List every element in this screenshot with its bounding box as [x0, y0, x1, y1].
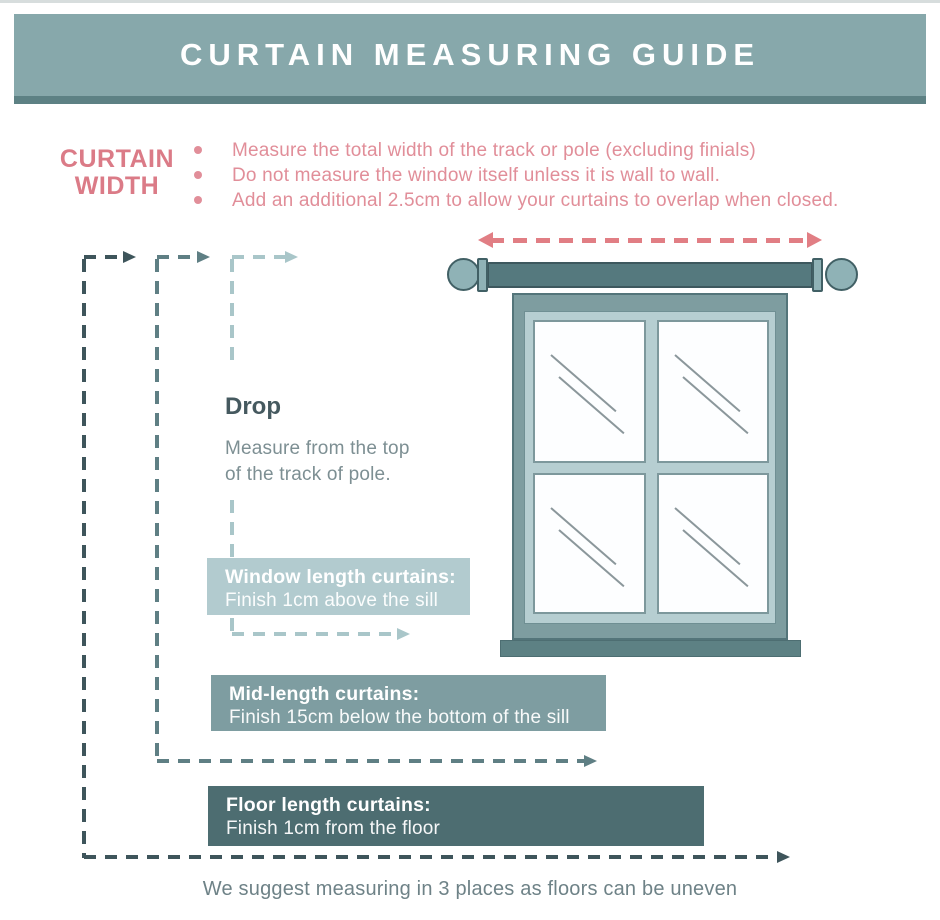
width-measure-arrow-icon [478, 232, 822, 249]
dashed-line [232, 632, 399, 636]
arrow-head-icon [123, 251, 136, 263]
glass-shine-line [550, 354, 616, 412]
dashed-line [84, 255, 125, 259]
glass-shine-line [682, 376, 748, 434]
curtain-width-label-line2: WIDTH [74, 172, 160, 200]
window-pane [533, 473, 646, 614]
window-sill [500, 640, 801, 657]
dashed-line [232, 255, 287, 259]
curtain-width-label-line1: CURTAIN [59, 145, 175, 173]
bullet-dot-icon [194, 171, 202, 179]
glass-shine-line [558, 376, 624, 434]
drop-line-window-length-upper [230, 259, 234, 360]
drop-line-window-length-mid [230, 500, 234, 557]
page-title: CURTAIN MEASURING GUIDE [179, 37, 761, 72]
bullet-item [190, 166, 920, 185]
footer-note: We suggest measuring in 3 places as floors can be uneven [202, 878, 738, 900]
drop-top-arrow-light-icon [232, 251, 298, 264]
arrow-head-icon [397, 628, 410, 640]
floor-length-title: Floor length curtains: [226, 794, 431, 816]
drop-line-floor-length [82, 259, 86, 858]
window-pane [657, 320, 769, 463]
bullet-dot-icon [194, 196, 202, 204]
pole-collar-right-icon [812, 258, 823, 292]
glass-shine-line [674, 354, 740, 412]
bullet-dot-icon [194, 146, 202, 154]
bullet-text: Measure the total width of the track or pole (excluding finials) [232, 140, 756, 161]
arrow-dashed-line [490, 238, 810, 243]
arrow-right-head-icon [807, 232, 822, 248]
mid-length-subtitle: Finish 15cm below the bottom of the sill [229, 707, 570, 728]
drop-heading: Drop [225, 393, 281, 420]
pole-finial-right-icon [825, 258, 858, 291]
window-length-arrow-icon [232, 628, 410, 641]
curtain-width-bullets [190, 141, 920, 216]
drop-line-mid-length [155, 259, 159, 762]
bullet-text: Do not measure the window itself unless it is wall to wall. [232, 165, 721, 186]
arrow-head-icon [777, 851, 790, 863]
mid-length-arrow-icon [157, 755, 597, 768]
drop-description-line2: of the track of pole. [225, 464, 391, 485]
floor-length-subtitle: Finish 1cm from the floor [226, 818, 441, 839]
dashed-line [157, 255, 199, 259]
top-edge-strip [0, 0, 940, 3]
glass-shine-line [682, 529, 748, 587]
drop-description [225, 436, 410, 488]
drop-description-line1: Measure from the top [225, 438, 410, 459]
mid-length-box [211, 675, 606, 731]
window-pane [657, 473, 769, 614]
bullet-item [190, 191, 920, 210]
arrow-head-icon [285, 251, 298, 263]
dashed-line [157, 759, 586, 763]
glass-shine-line [674, 507, 740, 565]
header-banner [14, 14, 926, 104]
floor-length-arrow-icon [84, 851, 790, 864]
bullet-item [190, 141, 920, 160]
window-pane [533, 320, 646, 463]
mid-length-title: Mid-length curtains: [229, 683, 420, 705]
window-length-title: Window length curtains: [225, 566, 456, 588]
glass-shine-line [550, 507, 616, 565]
glass-shine-line [558, 529, 624, 587]
drop-top-arrow-dark-icon [84, 251, 136, 264]
drop-top-arrow-medium-icon [157, 251, 210, 264]
curtain-width-label [52, 146, 182, 200]
window-length-box [207, 558, 470, 615]
arrow-head-icon [197, 251, 210, 263]
floor-length-box [208, 786, 704, 846]
pole-collar-left-icon [477, 258, 488, 292]
window-length-subtitle: Finish 1cm above the sill [225, 590, 439, 611]
arrow-head-icon [584, 755, 597, 767]
pole-finial-left-icon [447, 258, 480, 291]
dashed-line [84, 855, 779, 859]
bullet-text: Add an additional 2.5cm to allow your curtains to overlap when closed. [232, 190, 839, 211]
curtain-pole [487, 262, 813, 288]
